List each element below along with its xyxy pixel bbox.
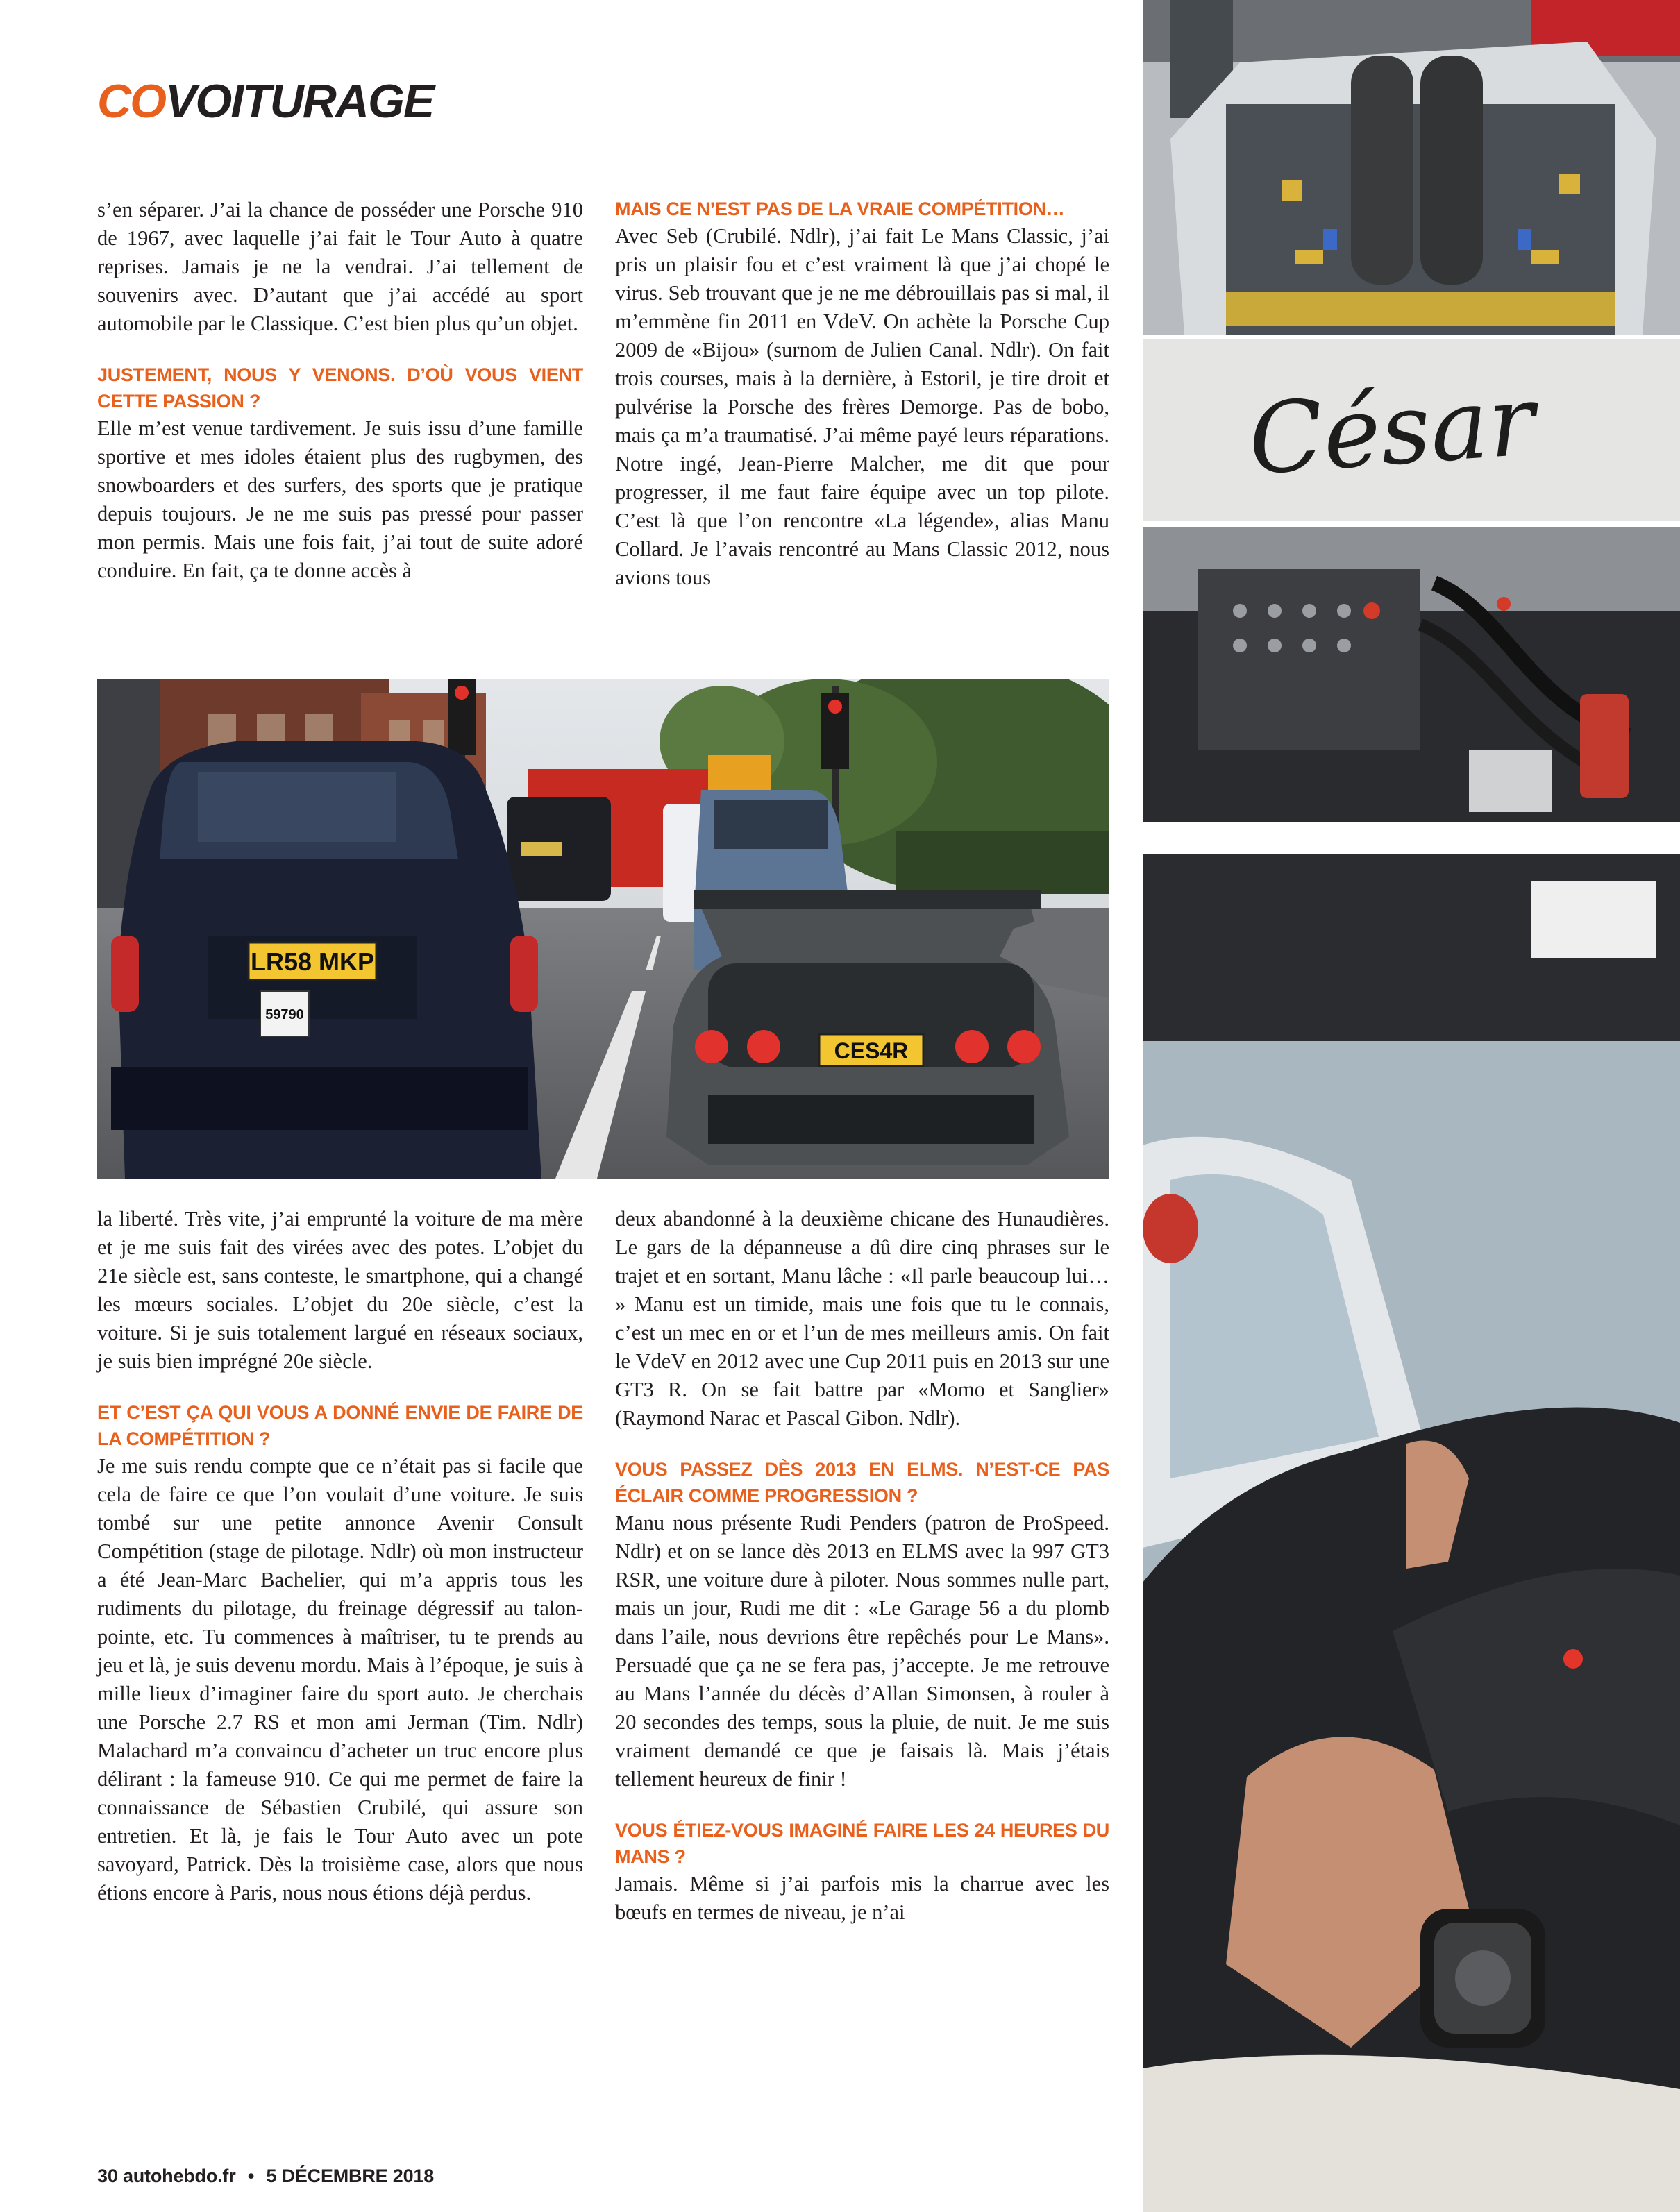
question-heading: VOUS PASSEZ DÈS 2013 EN ELMS. N’EST-CE PAS ÉCLAIR COMME PROGRESSION ?	[615, 1459, 1109, 1506]
taxi-plate-text: LR58 MKP	[250, 947, 375, 976]
section-title	[97, 75, 434, 128]
question-heading: VOUS ÉTIEZ-VOUS IMAGINÉ FAIRE LES 24 HEURES DU MANS ?	[615, 1820, 1109, 1867]
page-number: 30	[97, 2165, 118, 2186]
column-2-bottom	[615, 1205, 1109, 1927]
paragraph: Avec Seb (Crubilé. Ndlr), j’ai fait Le Mans Classic, j’ai pris un plaisir fou et c’est vraiment là que j’ai chopé le virus. Seb trouvant que je ne me débrouillais pas si mal, il m’emmène fin 2011 en VdeV. On achète la Porsche Cup 2009 de «Bijou» (surnom de Julien Canal. Ndlr). On fait trois courses, mais à la dernière, à Estoril, je tire droit et pulvérise la Porsche des frères Demorge. Pas de bobo, mais ça m’a traumatisé. J’ai même payé leurs réparations. Notre ingé, Jean-Pierre Malcher, me dit que pour progresser, il me faut faire équipe avec un top pilote. C’est là que l’on rencontre «La légende», alias Manu Collard. Je l’avais rencontré au Mans Classic 2012, nous avions tous	[615, 224, 1109, 589]
cockpit-switches-photo	[1143, 527, 1680, 822]
column-2-top	[615, 196, 1109, 592]
signature-photo	[1143, 339, 1680, 521]
issue-date: 5 DÉCEMBRE 2018	[266, 2165, 435, 2186]
driver-watch-photo	[1143, 854, 1680, 2212]
paragraph: Jamais. Même si j’ai parfois mis la charrue avec les bœufs en termes de niveau, je n’ai	[615, 1872, 1109, 1924]
signature-text: César	[1245, 364, 1539, 498]
paragraph: la liberté. Très vite, j’ai emprunté la voiture de ma mère et je me suis fait des virées avec des potes. L’objet du 21e siècle est, sans conteste, le smartphone, qui a changé les mœurs sociales. L’objet du 20e siècle, c’est la voiture. Si je suis totalement largué en réseaux sociaux, je suis bien imprégné 20e siècle.	[97, 1207, 583, 1373]
question-heading: ET C’EST ÇA QUI VOUS A DONNÉ ENVIE DE FAIRE DE LA COMPÉTITION ?	[97, 1402, 583, 1449]
column-1-bottom	[97, 1205, 583, 1907]
question-heading: MAIS CE N’EST PAS DE LA VRAIE COMPÉTITION…	[615, 199, 1065, 219]
paragraph: Manu nous présente Rudi Penders (patron de ProSpeed. Ndlr) et on se lance dès 2013 en ELMS avec la 997 GT3 RSR, une voiture dure à piloter. Nous sommes nulle part, mais un jour, Rudi me dit : «Le Garage 56 a du plomb dans l’aile, nous devrions être repêchés pour Le Mans». Persuadé que ça ne se fera pas, j’accepte. Je me retrouve au Mans l’année du décès d’Allan Simonsen, à rouler à 20 secondes des temps, sous la pluie, de nuit. Je me suis vraiment demandé ce que je faisais là. Mais j’étais tellement heureux de finir !	[615, 1511, 1109, 1791]
paragraph: Elle m’est venue tardivement. Je suis issu d’une famille sportive et mes idoles étaient plus des rugbymen, des snowboarders et des surfers, des sports que je pratique depuis toujours. Je ne me suis pas pressé pour passer mon permis. Mais une fois fait, j’ai tout de suite adoré conduire. En fait, ça te donne accès à	[97, 416, 583, 582]
section-title-prefix: CO	[97, 75, 165, 128]
section-title-suffix: VOITURAGE	[165, 75, 434, 128]
page-footer	[97, 2165, 434, 2187]
paragraph: Je me suis rendu compte que ce n’était pas si facile que cela de faire ce que l’on voulait d’une voiture. Je suis tombé sur une petite annonce Avenir Consult Compétition (stage de pilotage. Ndlr) où mon instructeur a été Jean-Marc Bachelier, qui m’a appris tous les rudiments du pilotage, du freinage dégressif au talon-pointe, etc. Tu commences à maîtriser, tu te prends au jeu et là, je suis devenu mordu. Mais à l’époque, je suis à mille lieux d’imaginer faire du sport auto. Je cherchais une Porsche 2.7 RS et mon ami Jerman (Tim. Ndlr) Malachard m’a convaincu d’acheter un truc encore plus délirant : la fameuse 910. Ce qui me permet de faire la connaissance de Sébastien Crubilé, qui assure son entretien. Et là, je fais le Tour Auto avec un pote savoyard, Patrick. Dès la troisième case, alors que nous étions encore à Paris, nous nous étions déjà perdus.	[97, 1454, 583, 1905]
footer-separator: •	[247, 2165, 255, 2186]
paragraph: deux abandonné à la deuxième chicane des Hunaudières. Le gars de la dépanneuse a dû dire cinq phrases sur le trajet et en sortant, Manu lâche : «Il parle beaucoup lui… » Manu est un timide, mais une fois que tu le connais, c’est un mec en or et l’un de mes meilleurs amis. On fait le VdeV en 2012 avec une Cup 2011 puis en 2013 sur une GT3 R. On se fait battre par «Momo et Sanglier» (Raymond Narac et Pascal Gibon. Ndlr).	[615, 1207, 1109, 1430]
paragraph: s’en séparer. J’ai la chance de posséder une Porsche 910 de 1967, avec laquelle j’ai fait le Tour Auto à quatre reprises. Jamais je ne la vendrai. J’ai tellement de souvenirs avec. D’autant que j’ai accédé au sport automobile par le Classique. C’est bien plus qu’un objet.	[97, 198, 583, 335]
site-name: autohebdo.fr	[122, 2165, 236, 2186]
column-1-top	[97, 196, 583, 585]
taxi-badge-text: 59790	[265, 1007, 304, 1022]
street-photo	[97, 679, 1109, 1179]
question-heading: JUSTEMENT, NOUS Y VENONS. D’OÙ VOUS VIENT CETTE PASSION ?	[97, 364, 583, 412]
engine-bay-photo	[1143, 0, 1680, 335]
mclaren-plate-text: CES4R	[834, 1038, 909, 1063]
